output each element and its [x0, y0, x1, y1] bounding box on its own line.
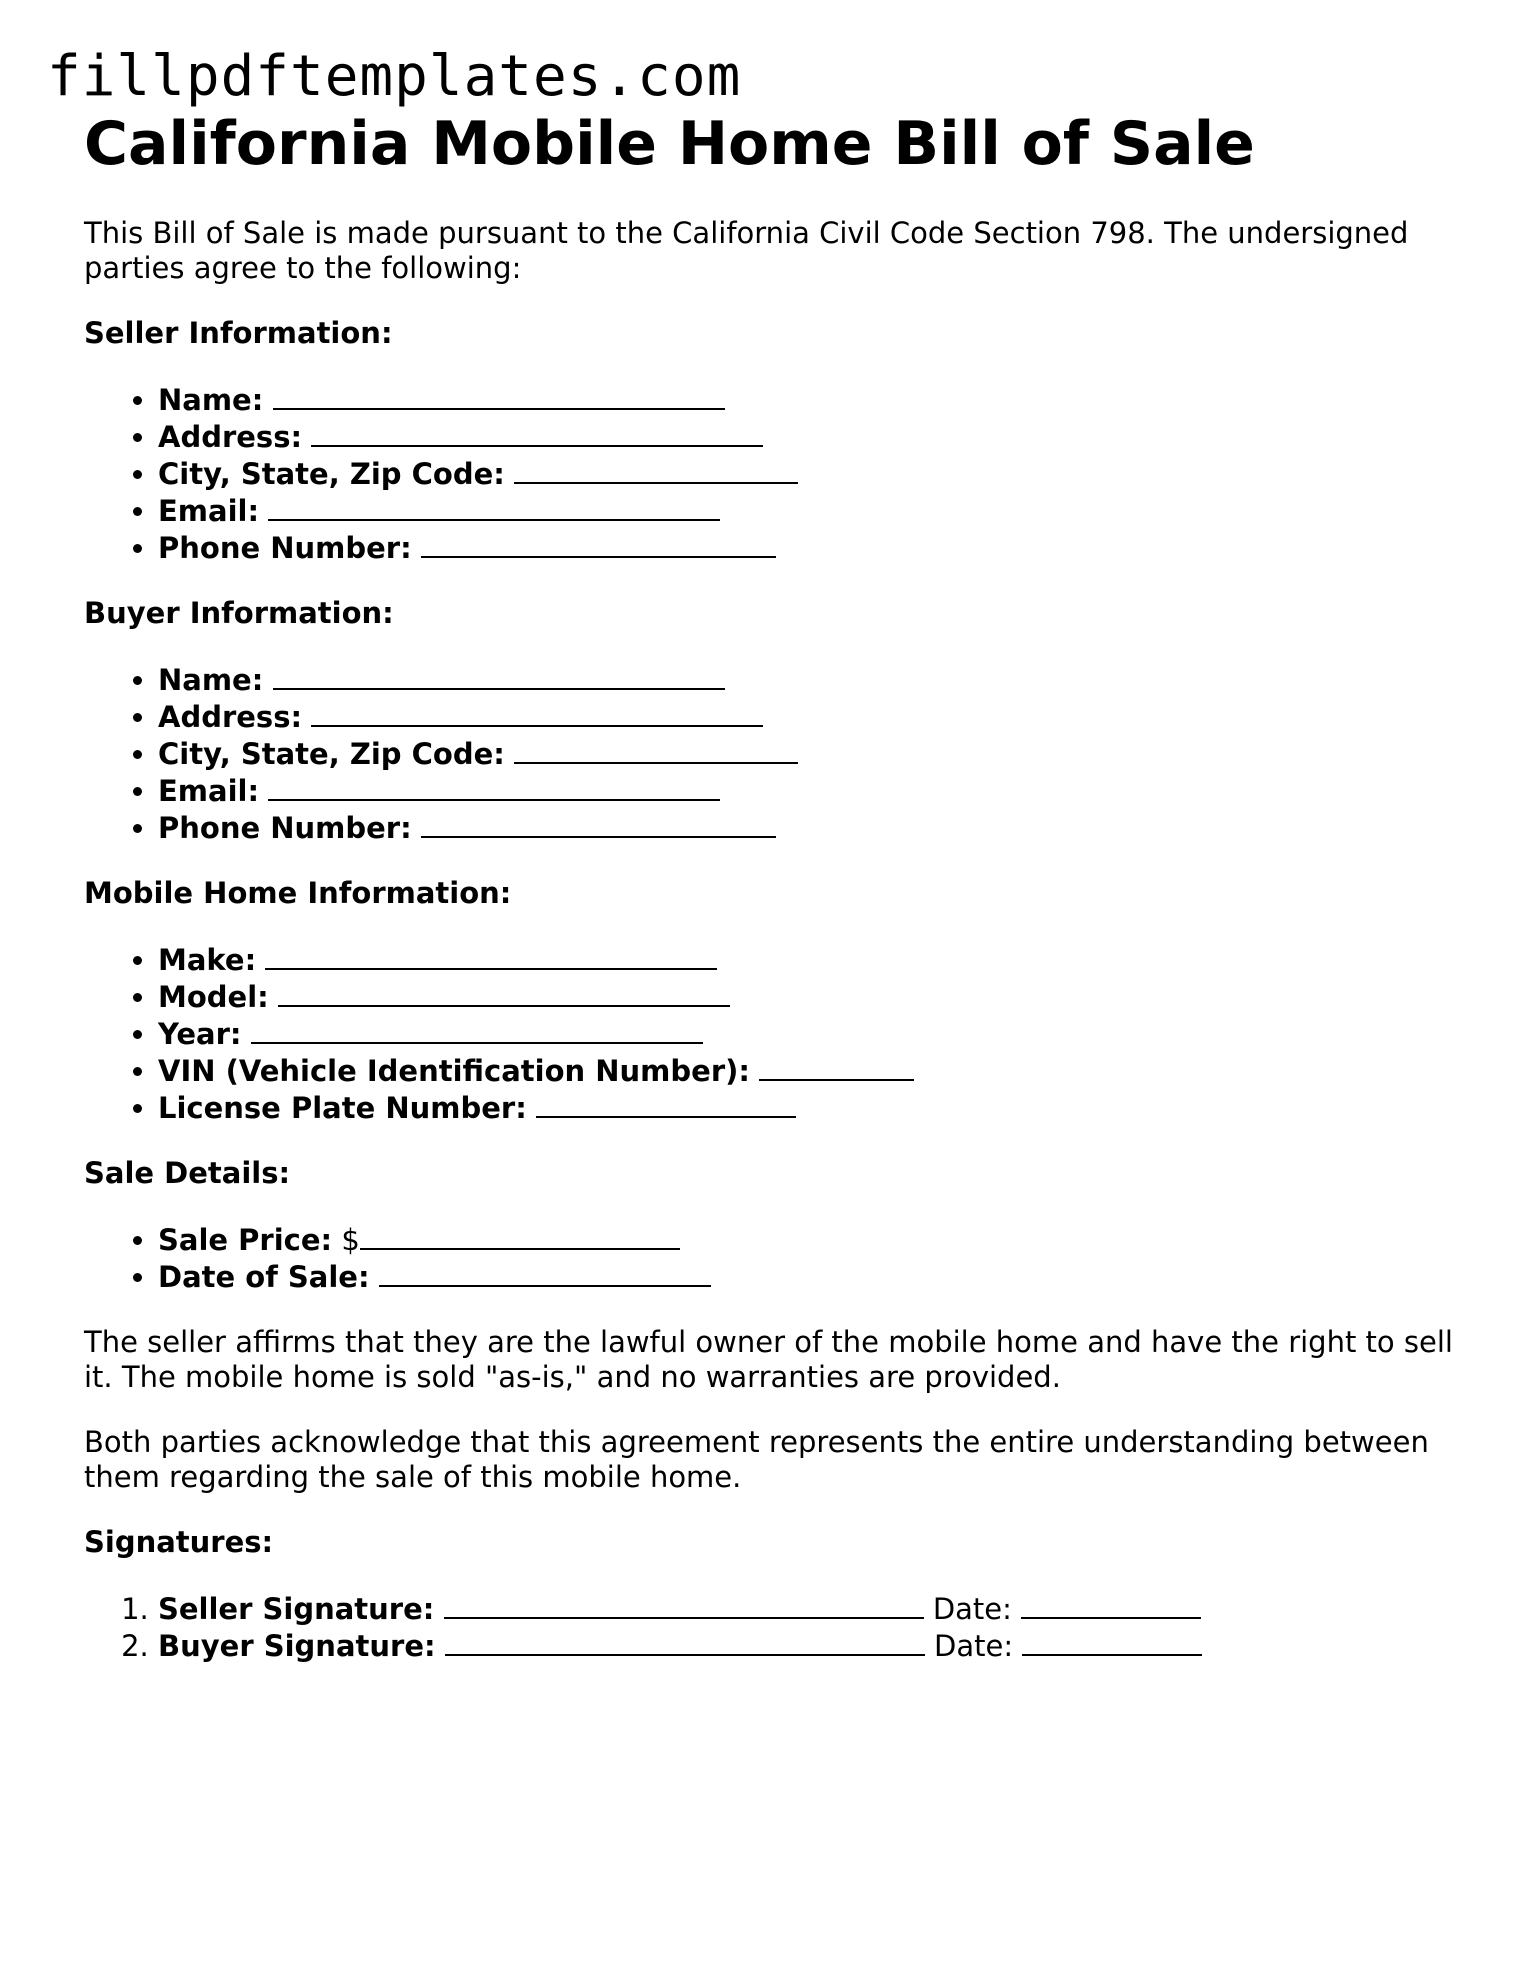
buyer-name-label: Name: — [158, 663, 264, 697]
buyer-address-field[interactable] — [311, 698, 763, 727]
mobile-home-field-list — [84, 941, 1454, 1126]
seller-name-field[interactable] — [273, 381, 725, 410]
model-field[interactable] — [278, 978, 730, 1007]
buyer-signature-field[interactable] — [445, 1627, 925, 1656]
buyer-signature-label: Buyer Signature: — [158, 1629, 436, 1663]
make-field[interactable] — [265, 941, 717, 970]
buyer-email-field[interactable] — [268, 772, 720, 801]
seller-field-list — [84, 381, 1454, 566]
seller-email-field[interactable] — [268, 492, 720, 521]
sale-details-field-list — [84, 1221, 1454, 1295]
signature-list — [84, 1590, 1454, 1664]
seller-signature-field[interactable] — [444, 1590, 924, 1619]
buyer-phone-field[interactable] — [421, 809, 776, 838]
seller-city-item — [158, 455, 1454, 492]
seller-signature-date-field[interactable] — [1021, 1590, 1201, 1619]
seller-email-label: Email: — [158, 494, 260, 528]
affirmation-paragraph: The seller affirms that they are the lawful owner of the mobile home and have the right to sell it. The mobile home is sold "as-is," and no warranties are provided. — [84, 1325, 1453, 1394]
seller-signature-date-label: Date: — [932, 1592, 1012, 1626]
seller-name-item — [158, 381, 1454, 418]
year-label: Year: — [158, 1017, 242, 1051]
buyer-phone-label: Phone Number: — [158, 811, 412, 845]
license-plate-label: License Plate Number: — [158, 1091, 527, 1125]
buyer-name-field[interactable] — [273, 661, 725, 690]
seller-signature-item — [158, 1590, 1454, 1627]
acknowledgment-paragraph: Both parties acknowledge that this agreement represents the entire understanding between them regarding the sale of this mobile home. — [84, 1425, 1429, 1494]
buyer-city-item — [158, 735, 1454, 772]
seller-address-item — [158, 418, 1454, 455]
vin-field[interactable] — [759, 1052, 914, 1081]
sale-date-item — [158, 1258, 1454, 1295]
sale-date-label: Date of Sale: — [158, 1260, 370, 1294]
seller-city-field[interactable] — [514, 455, 798, 484]
license-plate-item — [158, 1089, 1454, 1126]
sale-price-label: Sale Price: — [158, 1223, 333, 1257]
license-plate-field[interactable] — [536, 1089, 796, 1118]
buyer-city-field[interactable] — [514, 735, 798, 764]
seller-phone-label: Phone Number: — [158, 531, 412, 565]
make-label: Make: — [158, 943, 257, 977]
buyer-name-item — [158, 661, 1454, 698]
buyer-city-label: City, State, Zip Code: — [158, 737, 505, 771]
year-item — [158, 1015, 1454, 1052]
signatures-section-heading: Signatures: — [84, 1525, 274, 1559]
seller-phone-field[interactable] — [421, 529, 776, 558]
buyer-signature-date-field[interactable] — [1022, 1627, 1202, 1656]
vin-label: VIN (Vehicle Identification Number): — [158, 1054, 750, 1088]
buyer-email-item — [158, 772, 1454, 809]
buyer-signature-item — [158, 1627, 1454, 1664]
mobile-home-section-heading: Mobile Home Information: — [84, 876, 512, 910]
seller-address-field[interactable] — [311, 418, 763, 447]
currency-symbol: $ — [341, 1223, 360, 1257]
sale-details-section-heading: Sale Details: — [84, 1156, 291, 1190]
year-field[interactable] — [251, 1015, 703, 1044]
seller-name-label: Name: — [158, 383, 264, 417]
site-watermark: fillpdftemplates.com — [47, 44, 742, 109]
sale-price-item — [158, 1221, 1454, 1258]
seller-signature-label: Seller Signature: — [158, 1592, 435, 1626]
buyer-address-label: Address: — [158, 700, 303, 734]
vin-item — [158, 1052, 1454, 1089]
bill-of-sale-document — [84, 106, 1454, 1664]
make-item — [158, 941, 1454, 978]
buyer-address-item — [158, 698, 1454, 735]
seller-section-heading: Seller Information: — [84, 316, 393, 350]
buyer-section-heading: Buyer Information: — [84, 596, 394, 630]
buyer-phone-item — [158, 809, 1454, 846]
document-title: California Mobile Home Bill of Sale — [84, 109, 1255, 179]
buyer-signature-date-label: Date: — [934, 1629, 1014, 1663]
seller-city-label: City, State, Zip Code: — [158, 457, 505, 491]
intro-paragraph: This Bill of Sale is made pursuant to the California Civil Code Section 798. The undersigned parties agree to the following: — [84, 216, 1409, 285]
seller-email-item — [158, 492, 1454, 529]
buyer-email-label: Email: — [158, 774, 260, 808]
model-item — [158, 978, 1454, 1015]
model-label: Model: — [158, 980, 269, 1014]
buyer-field-list — [84, 661, 1454, 846]
seller-phone-item — [158, 529, 1454, 566]
sale-price-field[interactable] — [360, 1221, 680, 1250]
seller-address-label: Address: — [158, 420, 303, 454]
sale-date-field[interactable] — [379, 1258, 711, 1287]
